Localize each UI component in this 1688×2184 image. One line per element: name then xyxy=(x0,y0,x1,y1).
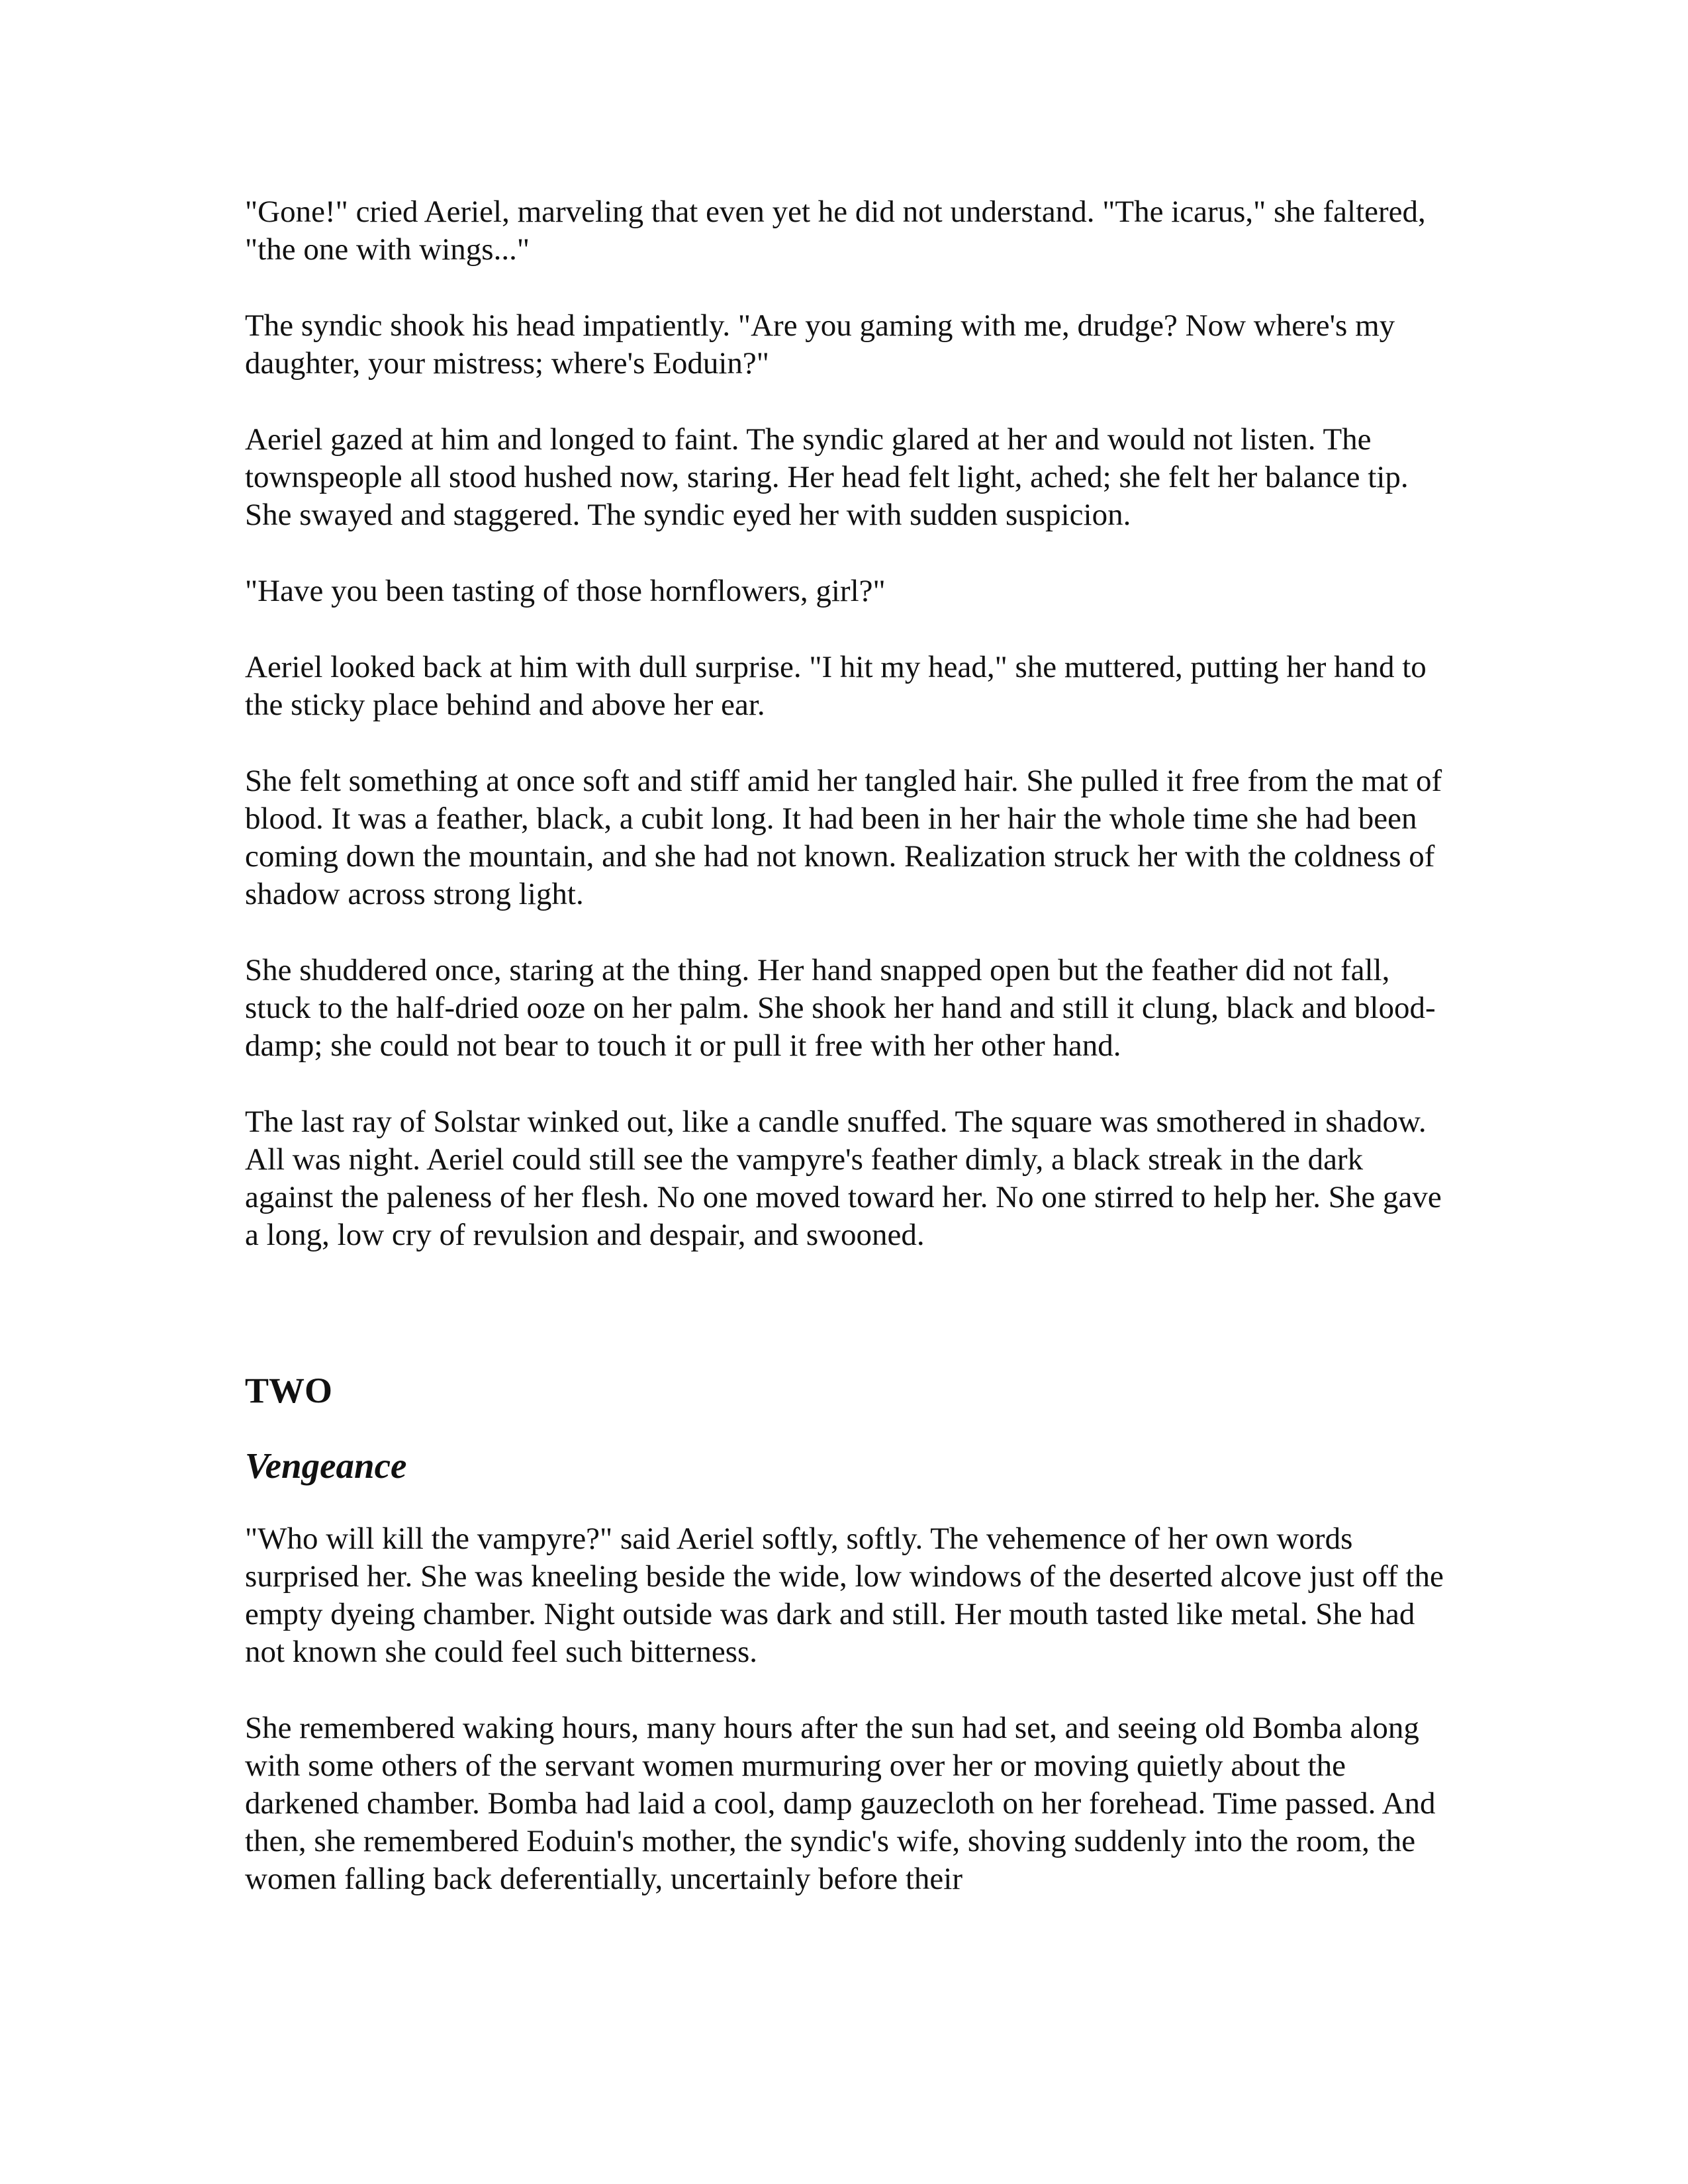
paragraph: The last ray of Solstar winked out, like a candle snuffed. The square was smothered in shadow. All was night. Aeriel could still see the vampyre's feather dimly, a black streak in the dark against the paleness of her flesh. No one moved toward her. No one stirred to help her. She gave a long, low cry of revulsion and despair, and swooned. xyxy=(245,1105,1442,1252)
paragraph: "Who will kill the vampyre?" said Aeriel softly, softly. The vehemence of her own words surprised her. She was kneeling beside the wide, low windows of the deserted alcove just off the empty dyeing chamber. Night outside was dark and still. Her mouth tasted like metal. She had not known she could feel such bitterness. xyxy=(245,1522,1444,1669)
paragraph: Aeriel gazed at him and longed to faint. The syndic glared at her and would not listen. The townspeople all stood hushed now, staring. Her head felt light, ached; she felt her balance tip. She swayed and staggered. The syndic eyed her with sudden suspicion. xyxy=(245,422,1409,532)
paragraph: The syndic shook his head impatiently. "Are you gaming with me, drudge? Now where's my daughter, your mistress; where's Eoduin?" xyxy=(245,308,1395,381)
paragraph: She shuddered once, staring at the thing. Her hand snapped open but the feather did not fall, stuck to the half-dried ooze on her palm. She shook her hand and still it clung, black and blood-damp; she could not bear to touch it or pull it free with her other hand. xyxy=(245,953,1436,1063)
paragraph: "Have you been tasting of those hornflowers, girl?" xyxy=(245,574,886,608)
paragraph: She felt something at once soft and stiff amid her tangled hair. She pulled it free from the mat of blood. It was a feather, black, a cubit long. It had been in her hair the whole time she had been coming down the mountain, and she had not known. Realization struck her with the coldness of shadow across strong light. xyxy=(245,764,1442,911)
document-page xyxy=(245,193,1450,1936)
chapter-title: Vengeance xyxy=(245,1445,407,1486)
paragraph: Aeriel looked back at him with dull surprise. "I hit my head," she muttered, putting her hand to the sticky place behind and above her ear. xyxy=(245,650,1427,722)
chapter-number: TWO xyxy=(245,1371,333,1410)
paragraph: "Gone!" cried Aeriel, marveling that even yet he did not understand. "The icarus," she faltered, "the one with wings..." xyxy=(245,195,1426,267)
paragraph: She remembered waking hours, many hours after the sun had set, and seeing old Bomba along with some others of the servant women murmuring over her or moving quietly about the darkened chamber. Bomba had laid a cool, damp gauzecloth on her forehead. Time passed. And then, she remembered Eoduin's mother, the syndic's wife, shoving suddenly into the room, the women falling back deferentially, uncertainly before their xyxy=(245,1711,1436,1896)
